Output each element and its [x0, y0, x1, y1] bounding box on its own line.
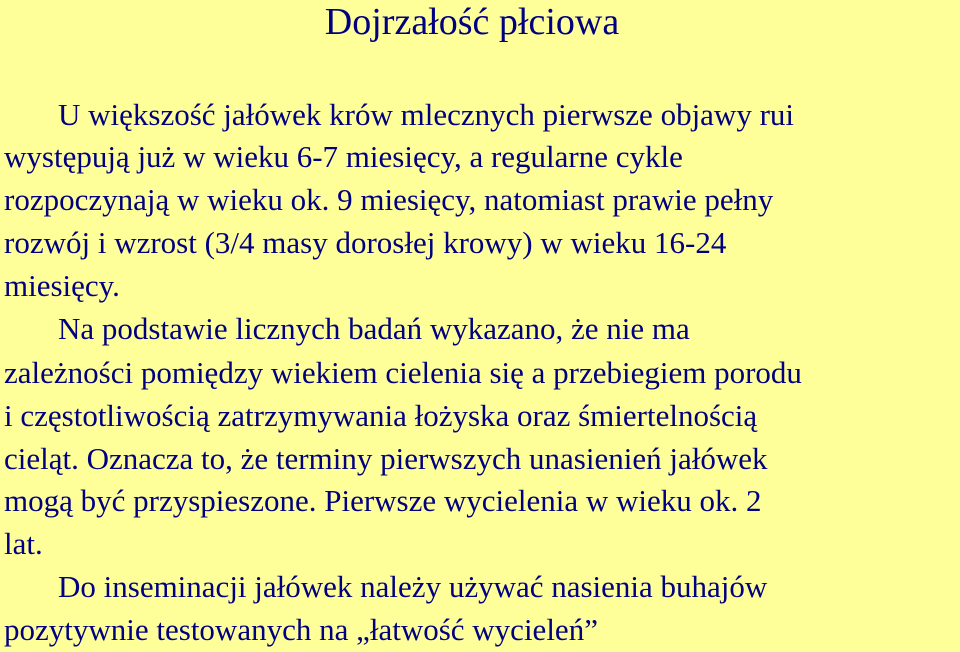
text-line: rozwój i wzrost (3/4 masy dorosłej krowy) w wieku 16-24	[4, 225, 727, 260]
text-line: Do inseminacji jałówek należy używać nasienia buhajów	[58, 569, 768, 604]
text-line: i częstotliwością zatrzymywania łożyska oraz śmiertelnością	[4, 398, 758, 433]
text-line: miesięcy.	[4, 268, 120, 303]
slide-title: Dojrzałość płciowa	[324, 1, 620, 43]
text-line: mogą być przyspieszone. Pierwsze wycielenia w wieku ok. 2	[4, 483, 762, 518]
text-line: U większość jałówek krów mlecznych pierwsze objawy rui	[58, 97, 795, 132]
text-line: rozpoczynają w wieku ok. 9 miesięcy, natomiast prawie pełny	[4, 182, 774, 217]
text-line: lat.	[4, 526, 43, 561]
text-line: zależności pomiędzy wiekiem cielenia się a przebiegiem porodu	[4, 355, 802, 390]
text-line: pozytywnie testowanych na „łatwość wycieleń”	[4, 612, 598, 647]
text-line: występują już w wieku 6-7 miesięcy, a regularne cykle	[4, 139, 683, 174]
text-line: Na podstawie licznych badań wykazano, że nie ma	[58, 311, 690, 346]
text-line: cieląt. Oznacza to, że terminy pierwszych unasienień jałówek	[4, 441, 768, 476]
